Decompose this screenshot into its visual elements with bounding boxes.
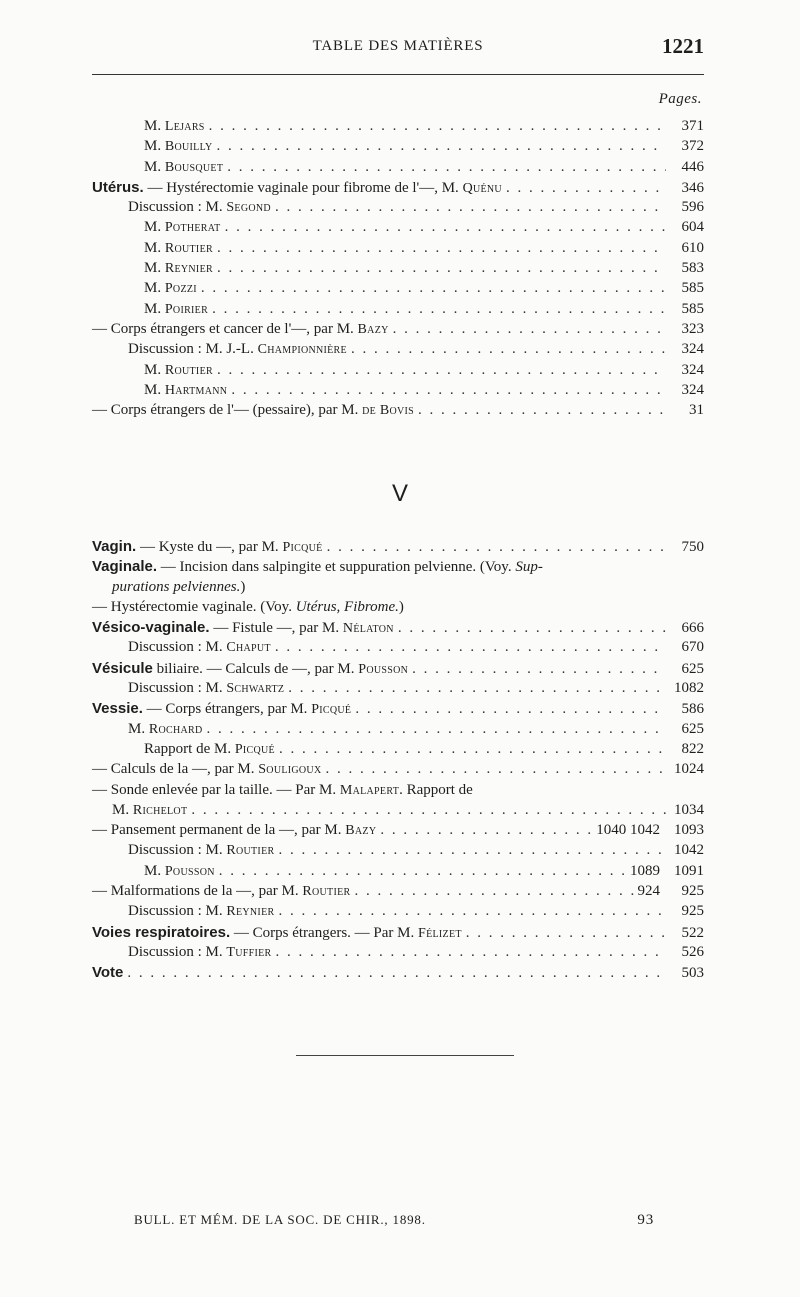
author-name: de Bovis [362,403,415,419]
entry-segment: Discussion : M. [128,639,227,656]
author-name: Poirier [164,301,209,317]
index-entry [92,240,704,260]
author-name: Nélaton [342,621,394,637]
entry-text [92,924,462,942]
page-footer [134,1212,654,1228]
entry-text [92,782,473,799]
entry-segment: M. [144,219,165,236]
index-entry [92,700,704,720]
index-entry [92,219,704,239]
entry-text [128,842,274,859]
entry-segment: Discussion : M. J.-L. [128,341,258,358]
pages-column-label: Pages. [658,91,702,107]
entry-text [144,382,227,399]
entry-text [144,159,223,176]
dot-leader [398,620,666,637]
entry-segment: — Incision dans salpingite et suppuration pelvienne. (Voy. [157,559,516,576]
running-head [92,34,704,60]
dot-leader [201,280,666,297]
page-reference: 583 [681,260,704,277]
index-entry [92,802,704,822]
index-entry [92,558,704,578]
dot-leader [227,159,666,176]
index-entry [92,842,704,862]
entry-text [92,700,351,718]
entry-heading: Voies respiratoires. [92,923,231,941]
entry-segment: biliaire. — Calculs de —, par M. [152,660,359,677]
dot-leader [466,925,666,942]
entry-text [92,321,389,338]
author-name: Quénu [462,180,502,196]
page-reference: 586 [681,701,704,718]
entry-segment: M. [144,138,165,155]
author-name: Souligoux [258,762,322,778]
footer-text: BULL. ET MÉM. DE LA SOC. DE CHIR., 1898. [134,1212,426,1227]
index-entry [92,903,704,923]
author-name: Richelot [132,802,188,818]
author-name: Rochard [148,721,203,737]
entry-text [144,280,197,297]
page-reference: 446 [681,158,704,175]
index-entry [92,362,704,382]
dot-leader [275,199,666,216]
author-name: Bousquet [164,159,224,175]
author-name: Bazy [357,321,389,337]
page-reference: 604 [681,219,704,236]
page-reference: 324 [681,381,704,398]
dot-leader [225,219,666,236]
entry-segment: — Corps étrangers de l'— (pessaire), par M. [92,402,363,419]
index-entry [92,619,704,639]
entry-segment: Rapport de M. [144,740,235,757]
author-name: Routier [226,843,275,859]
entry-segment: ) [398,598,404,615]
extra-page-refs: 924 [637,883,660,900]
entry-text [128,341,347,358]
entry-segment: — Fistule —, par M. [209,620,343,637]
page-reference: 666 [681,620,704,637]
index-entry [92,118,704,138]
entry-text [144,863,215,880]
dot-leader [278,842,666,859]
entry-segment: M. [144,239,165,256]
entry-text [92,402,414,419]
entry-text [144,260,213,277]
author-name: Schwartz [226,681,285,697]
dot-leader [351,341,666,358]
dot-leader [288,680,666,697]
index-entry [92,924,704,944]
entry-text [92,822,376,839]
dot-leader [354,883,633,900]
entry-heading: Vessie. [92,700,143,718]
entry-text [128,639,271,656]
author-name: Pousson [164,863,215,879]
entry-segment: — Calculs de la —, par M. [92,761,259,778]
index-entry [92,863,704,883]
entry-text [128,680,284,697]
entry-segment: — Corps étrangers, par M. [142,701,312,718]
entry-text [128,944,271,961]
end-rule [296,1055,514,1056]
entry-segment: Discussion : M. [128,842,227,859]
author-name: Routier [302,884,351,900]
running-title: TABLE DES MATIÈRES [312,38,484,54]
author-name: Malapert [339,782,400,798]
dot-leader [217,138,667,155]
page-reference: 610 [681,239,704,256]
entry-segment: M. [144,158,165,175]
section-letter: V [391,480,408,507]
page-reference: 625 [681,720,704,737]
author-name: Bazy [345,823,377,839]
entry-text [128,199,271,216]
author-name: Picqué [311,702,352,718]
entry-segment: ) [240,578,246,595]
index-entry [92,402,704,422]
dot-leader [412,661,666,678]
entry-segment: . Rapport de [399,781,473,798]
entry-segment: M. [112,801,133,818]
dot-leader [278,903,666,920]
signature-mark: 93 [637,1212,654,1228]
entry-text [144,138,213,155]
author-name: Pozzi [164,281,197,297]
page-reference: 596 [681,199,704,216]
entry-heading: Vagin. [92,538,137,555]
dot-leader [393,321,666,338]
index-entry [92,639,704,659]
page-reference: 585 [681,280,704,297]
entry-text [92,599,404,616]
dot-leader [380,822,592,839]
index-entry [92,321,704,341]
index-block-v [92,538,704,985]
entry-segment: Utérus, Fibrome. [295,598,399,615]
entry-segment: purations pelviennes. [112,578,241,595]
entry-heading: Utérus. [92,178,144,196]
dot-leader [209,118,666,135]
author-name: Potherat [164,220,221,236]
index-entry [92,199,704,219]
index-entry [92,822,704,842]
page-reference: 324 [681,341,704,358]
page-reference: 925 [681,903,704,920]
entry-text [144,362,213,379]
entry-text [144,301,208,318]
index-entry [92,883,704,903]
entry-segment: Discussion : M. [128,199,227,216]
page-reference: 625 [681,660,704,677]
entry-segment: — Hystérectomie vaginale. (Voy. [92,598,296,615]
author-name: Tuffier [226,944,272,960]
index-entry [92,680,704,700]
page-reference: 925 [681,883,704,900]
index-entry [92,782,704,802]
page-reference: 371 [681,118,704,134]
index-entry [92,579,704,599]
author-name: Lejars [164,119,205,134]
entry-text [144,741,275,758]
page-reference: 323 [681,320,704,337]
dot-leader [355,701,666,718]
extra-page-refs: 1040 1042 [596,822,660,839]
index-entry [92,538,704,558]
entry-text [112,579,245,596]
entry-segment: Sup- [515,559,543,576]
entry-text [144,240,213,257]
entry-segment: M. [144,300,165,317]
extra-page-refs: 1089 [630,862,660,879]
entry-segment: M. [144,862,165,879]
page-reference: 31 [689,402,704,419]
entry-text [92,179,502,197]
dot-leader [217,362,666,379]
entry-segment: — Malformations de la —, par M. [92,883,303,900]
page-reference: 324 [681,361,704,378]
page-reference: 526 [681,943,704,960]
page-reference: 1093 [674,822,704,839]
page-number: 1221 [662,34,704,58]
entry-text [92,558,543,576]
author-name: Pousson [358,661,409,677]
dot-leader [418,402,666,419]
index-entry [92,660,704,680]
dot-leader [212,301,666,318]
entry-text [144,118,205,135]
entry-heading: Vote [92,964,124,982]
dot-leader [207,721,666,738]
dot-leader [217,240,666,257]
index-entry [92,179,704,199]
page-reference: 1034 [674,801,704,818]
page-reference: 1024 [674,761,704,778]
author-name: Chaput [226,640,271,656]
page-reference: 346 [681,179,704,196]
author-name: Routier [164,362,213,378]
index-entry [92,301,704,321]
entry-segment: — Corps étrangers. — Par M. [230,924,419,941]
entry-text [128,721,203,738]
entry-segment: — Kyste du —, par M. [136,539,283,555]
entry-text [128,903,274,920]
page-reference: 1042 [674,842,704,859]
entry-segment: M. [128,720,149,737]
entry-text [92,619,394,637]
header-rule [92,74,704,75]
entry-segment: M. [144,260,165,277]
dot-leader [325,761,666,778]
entry-segment: Discussion : M. [128,680,227,697]
entry-heading: Vésico-vaginale. [92,619,210,637]
dot-leader [127,965,666,982]
entry-text [144,219,221,236]
author-name: Hartmann [164,382,228,398]
page-reference: 503 [681,965,704,982]
author-name: Bouilly [164,139,213,155]
index-entry [92,944,704,964]
author-name: Championnière [257,342,347,358]
page-reference: 372 [681,138,704,155]
author-name: Routier [164,240,213,256]
entry-heading: Vaginale. [92,558,158,576]
dot-leader [275,944,666,961]
entry-segment: Discussion : M. [128,943,227,960]
index-entry [92,741,704,761]
index-entry [92,341,704,361]
entry-segment: — Corps étrangers et cancer de l'—, par M. [92,320,358,337]
entry-segment: Discussion : M. [128,903,227,920]
page-reference: 522 [681,924,704,941]
entry-segment: — Pansement permanent de la —, par M. [92,822,346,839]
dot-leader [191,802,666,819]
dot-leader [217,260,666,277]
index-entry [92,382,704,402]
entry-segment: — Hystérectomie vaginale pour fibrome de l'—, M. [143,179,463,196]
entry-segment: M. [144,361,165,378]
index-entry [92,260,704,280]
entry-text [112,802,187,819]
entry-text [92,538,323,556]
index-entry [92,159,704,179]
dot-leader [275,639,666,656]
author-name: Reynier [164,261,213,277]
index-block-u [92,118,704,422]
index-entry [92,280,704,300]
dot-leader [327,539,666,556]
index-entry [92,761,704,781]
index-entry [92,721,704,741]
page-reference: 822 [681,740,704,757]
page-reference: 1082 [674,680,704,697]
dot-leader [231,382,666,399]
author-name: Picqué [234,741,275,757]
entry-text [92,660,408,678]
page-reference: 670 [681,639,704,656]
dot-leader [279,741,666,758]
author-name: Reynier [226,904,275,920]
author-name: Félizet [418,925,462,941]
author-name: Segond [226,200,271,216]
entry-segment: M. [144,118,165,134]
index-entry [92,964,704,984]
entry-heading: Vésicule [92,659,153,677]
page-reference: 585 [681,300,704,317]
entry-text [92,883,350,900]
entry-segment: M. [144,280,165,297]
dot-leader [219,863,626,880]
index-entry [92,138,704,158]
page-reference: 1091 [674,862,704,879]
entry-text [92,964,123,982]
author-name: Picqué [282,540,323,555]
entry-segment: — Sonde enlevée par la taille. — Par M. [92,781,340,798]
page-reference: 750 [681,539,704,555]
index-entry [92,599,704,619]
dot-leader [506,180,666,197]
entry-text [92,761,321,778]
entry-segment: M. [144,381,165,398]
